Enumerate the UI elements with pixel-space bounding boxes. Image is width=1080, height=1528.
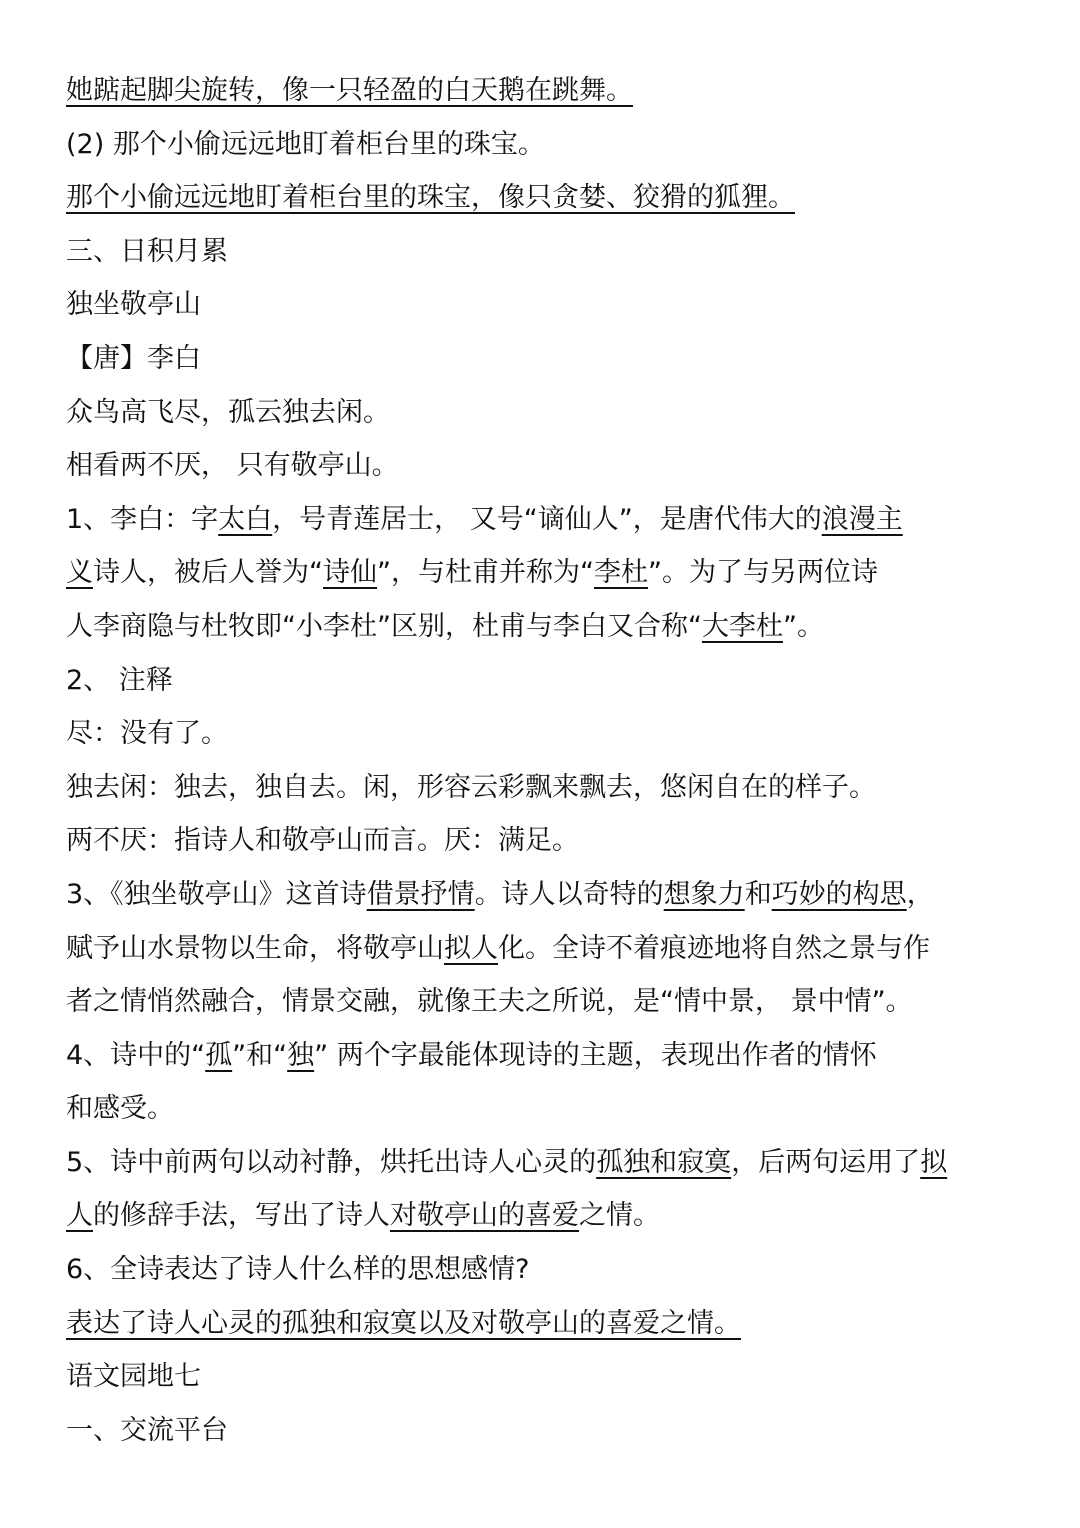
underlined-answer: 大李杜: [701, 610, 783, 642]
underlined-answer: 巧妙的构思: [771, 878, 907, 910]
text-segment: 的修辞手法，写出了诗人: [93, 1200, 390, 1232]
underlined-answer: 李杜: [593, 557, 648, 589]
text-segment: 5、诗中前两句以动衬静，烘托出诗人心灵的: [66, 1146, 597, 1178]
section-heading-accumulation: 三、日积月累: [66, 235, 228, 267]
note-3-line-3: 者之情悄然融合，情景交融，就像王夫之所说，是“情中景， 景中情”。: [66, 986, 913, 1018]
note-4-line-1: [66, 1029, 1020, 1083]
text-line-3: [66, 171, 1020, 225]
text-line-1: [66, 64, 1020, 118]
note-5-line-2: [66, 1189, 1020, 1243]
answer-sentence-swan: 她踮起脚尖旋转，像一只轻盈的白天鹅在跳舞。: [66, 75, 633, 106]
text-segment: 和: [744, 878, 772, 910]
text-segment: 人李商隐与杜牧即“小李杜”区别，杜甫与李白又合称“: [66, 610, 702, 642]
answer-6: 表达了诗人心灵的孤独和寂寞以及对敬亭山的喜爱之情。: [66, 1307, 741, 1339]
text-segment: ，后两句运用了: [731, 1146, 921, 1178]
underlined-answer: 太白: [218, 503, 273, 535]
text-segment: ”。为了与另两位诗: [647, 557, 878, 589]
text-segment: ” 两个字最能体现诗的主题，表现出作者的情怀: [314, 1039, 877, 1071]
text-segment: 赋予山水景物以生命，将敬亭山: [66, 932, 444, 964]
note-duquxian: 独去闲：独去，独自去。闲，形容云彩飘来飘去，悠闲自在的样子。: [66, 771, 876, 803]
text-segment: 1、李白：字: [66, 503, 219, 535]
note-liangbuyan: 两不厌：指诗人和敬亭山而言。厌：满足。: [66, 825, 579, 857]
underlined-answer: 诗仙: [323, 557, 377, 589]
subheading-exchange: 一、交流平台: [66, 1414, 228, 1446]
text-segment: 3、《独坐敬亭山》这首诗: [66, 878, 367, 910]
notes-heading: 2、 注释: [66, 664, 173, 696]
poem-line-2: 相看两不厌， 只有敬亭山。: [66, 450, 399, 482]
underlined-answer: 独: [287, 1039, 315, 1071]
underlined-answer: 想象力: [663, 878, 745, 910]
text-segment: ，号青莲居士， 又号“谪仙人”，是唐代伟大的: [272, 503, 822, 535]
underlined-answer: 人: [66, 1200, 93, 1232]
text-segment: ”。: [782, 610, 824, 642]
text-segment: ”，与杜甫并称为“: [377, 557, 594, 589]
underlined-answer: 借景抒情: [366, 878, 475, 910]
text-segment: ”和“: [232, 1039, 288, 1071]
note-4-line-2: 和感受。: [66, 1093, 174, 1125]
underlined-answer: 义: [66, 557, 93, 589]
text-segment: ，: [906, 878, 934, 910]
text-segment: 4、诗中的“: [66, 1039, 206, 1071]
underlined-answer: 拟: [920, 1146, 948, 1178]
text-line-2: (2) 那个小偷远远地盯着柜台里的珠宝。: [66, 128, 545, 160]
section-heading-garden: 语文园地七: [66, 1361, 201, 1393]
text-segment: 。诗人以奇特的: [474, 878, 664, 910]
text-line-24: [66, 1297, 1020, 1351]
note-1-line-1: [66, 493, 1020, 547]
note-jin: 尽：没有了。: [66, 718, 228, 750]
poem-title: 独坐敬亭山: [66, 289, 201, 321]
underlined-answer: 拟人: [444, 932, 498, 964]
underlined-answer: 对敬亭山的喜爱: [390, 1200, 579, 1232]
question-6: 6、全诗表达了诗人什么样的思想感情?: [66, 1254, 530, 1286]
text-segment: 之情。: [579, 1200, 660, 1232]
underlined-answer: 孤独和寂寞: [596, 1146, 732, 1178]
underlined-answer: 孤: [205, 1039, 233, 1071]
text-segment: 诗人，被后人誉为“: [93, 557, 323, 589]
poem-line-1: 众鸟高飞尽，孤云独去闲。: [66, 396, 390, 428]
answer-sentence-fox: 那个小偷远远地盯着柜台里的珠宝，像只贪婪、狡猾的狐狸。: [66, 182, 795, 214]
underlined-answer: 浪漫主: [821, 503, 903, 535]
note-1-line-3: [66, 600, 1020, 654]
note-3-line-1: [66, 868, 1020, 922]
note-3-line-2: [66, 922, 1020, 976]
note-1-line-2: [66, 546, 1020, 600]
note-5-line-1: [66, 1136, 1020, 1190]
poem-author: 【唐】李白: [66, 342, 201, 374]
text-segment: 化。全诗不着痕迹地将自然之景与作: [498, 932, 930, 964]
